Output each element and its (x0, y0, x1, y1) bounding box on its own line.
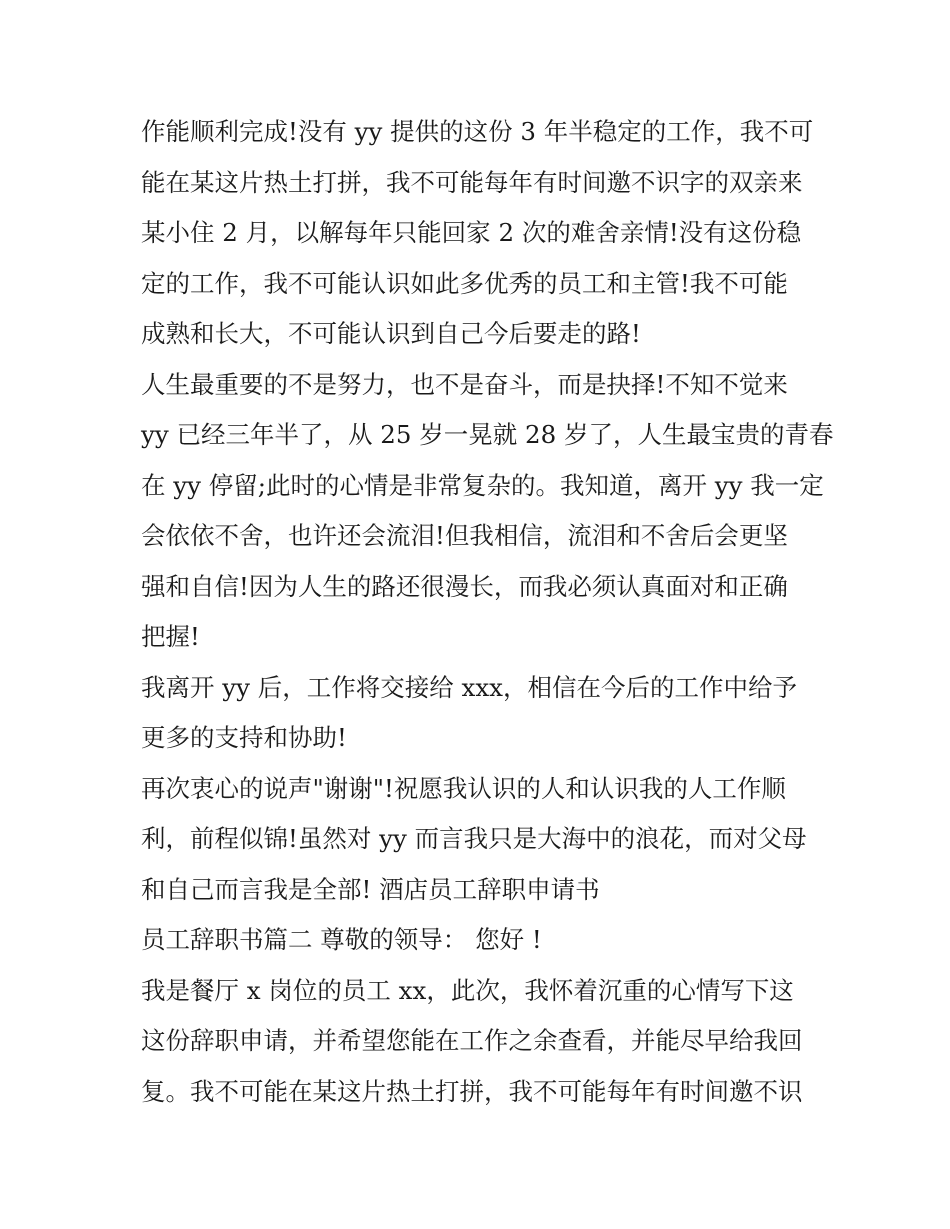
text-line: 能在某这片热土打拼，我不可能每年有时间邀不识字的双亲来 (141, 167, 803, 197)
text-line: 把握! (141, 622, 200, 651)
text-line: 更多的支持和协助! (141, 723, 347, 752)
document-body (141, 107, 834, 1117)
text-line: 复。我不可能在某这片热土打拼，我不可能每年有时间邀不识 (141, 1076, 803, 1106)
text-line: 员工辞职书篇二 尊敬的领导： 您好 ! (141, 925, 542, 954)
text-line: 人生最重要的不是努力，也不是奋斗，而是抉择!不知不觉来 (141, 369, 788, 399)
text-line: 我离开 yy 后，工作将交接给 xxx，相信在今后的工作中给予 (141, 672, 797, 702)
text-line: 定的工作，我不可能认识如此多优秀的员工和主管!我不可能 (141, 268, 788, 298)
text-line: 成熟和长大，不可能认识到自己今后要走的路! (141, 319, 641, 348)
text-line: 作能顺利完成!没有 yy 提供的这份 3 年半稳定的工作，我不可 (141, 117, 814, 146)
text-line: 这份辞职申请，并希望您能在工作之余查看，并能尽早给我回 (141, 1026, 803, 1055)
text-line: 在 yy 停留;此时的心情是非常复杂的。我知道，离开 yy 我一定 (141, 470, 824, 500)
text-line: 我是餐厅 x 岗位的员工 xx，此次，我怀着沉重的心情写下这 (141, 975, 794, 1005)
text-line: yy 已经三年半了，从 25 岁一晃就 28 岁了，人生最宝贵的青春 (141, 420, 834, 449)
text-line: 会依依不舍，也许还会流泪!但我相信，流泪和不舍后会更坚 (141, 521, 788, 550)
text-line: 某小住 2 月，以解每年只能回家 2 次的难舍亲情!没有这份稳 (141, 218, 802, 247)
text-line: 强和自信!因为人生的路还很漫长，而我必须认真面对和正确 (141, 571, 788, 601)
text-line: 利，前程似锦!虽然对 yy 而言我只是大海中的浪花，而对父母 (141, 824, 807, 853)
text-line: 和自己而言我是全部! 酒店员工辞职申请书 (141, 874, 600, 904)
text-line: 再次衷心的说声"谢谢"!祝愿我认识的人和认识我的人工作顺 (141, 773, 786, 803)
